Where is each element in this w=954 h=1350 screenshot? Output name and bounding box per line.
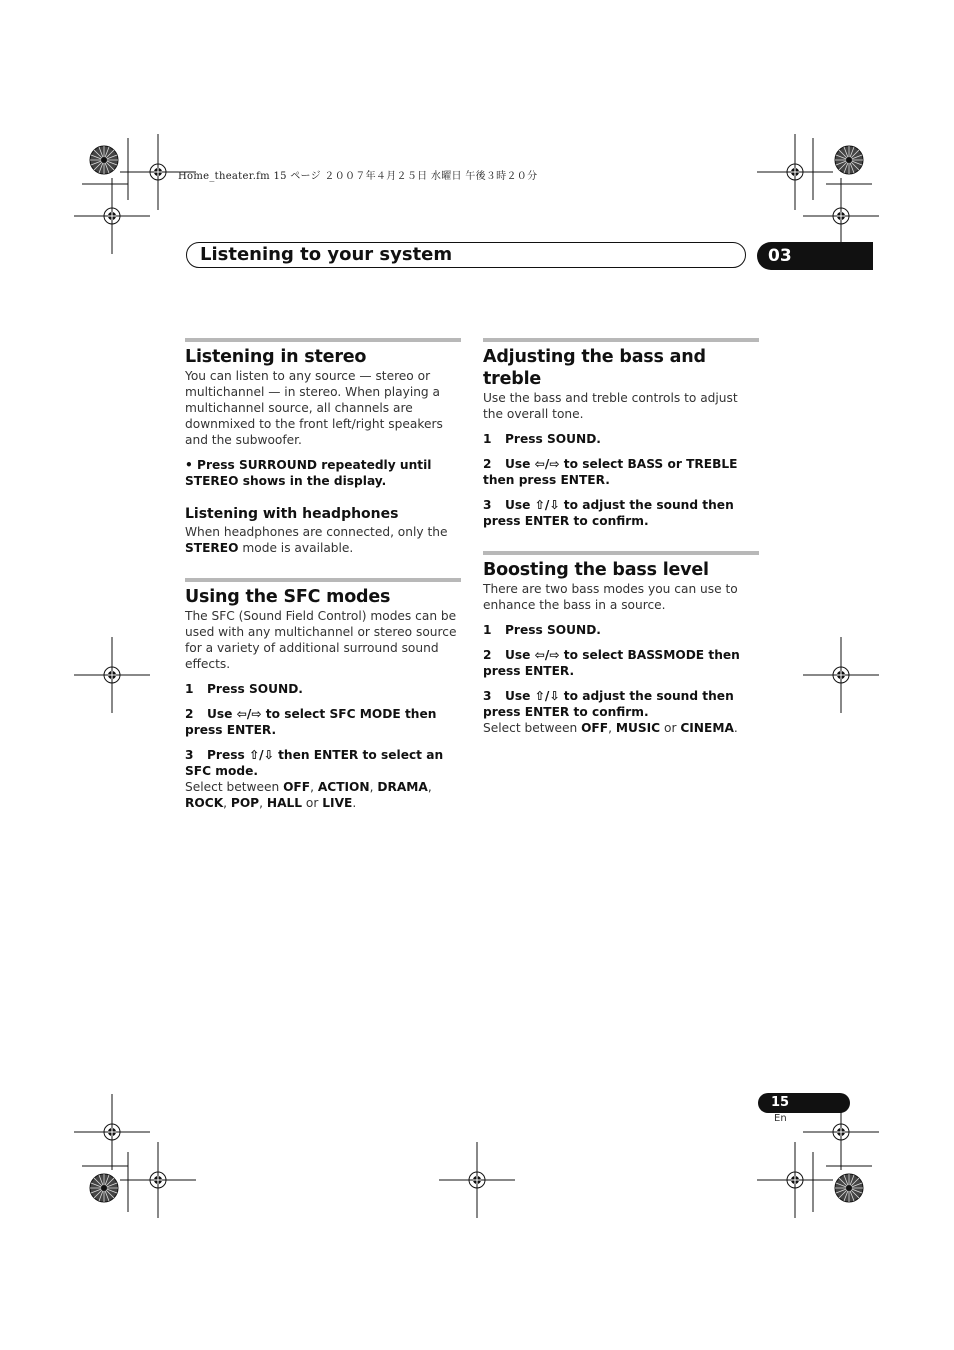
section-rule (185, 578, 461, 582)
headphones-text: When headphones are connected, only the STEREO mode is available. (185, 525, 448, 555)
page-number: 15 (771, 1095, 790, 1110)
section-title-bass-level: Boosting the bass level (483, 560, 709, 580)
right-column (483, 338, 759, 736)
bass-level-step-2: 2 Use ⇦/⇨ to select BASSMODE then press ENTER. (483, 648, 740, 678)
sfc-step-1: 1 Press SOUND. (185, 682, 303, 696)
bass-level-intro: There are two bass modes you can use to enhance the bass in a source. (483, 582, 738, 612)
sfc-intro: The SFC (Sound Field Control) modes can be used with any multichannel or stereo source for a variety of additional surround sound effects. (185, 609, 457, 671)
section-rule (483, 338, 759, 342)
sfc-step-2: 2 Use ⇦/⇨ to select SFC MODE then press ENTER. (185, 707, 437, 737)
stereo-intro: You can listen to any source — stereo or multichannel — in stereo. When playing a multichannel source, all channels are downmixed to the front left/right speakers and the subwoofer. (185, 369, 443, 447)
bass-level-step-3: 3 Use ⇧/⇩ to adjust the sound then press ENTER to confirm. (483, 689, 734, 719)
subsection-title-headphones: Listening with headphones (185, 506, 399, 522)
chapter-title: Listening to your system (200, 244, 453, 265)
section-title-stereo: Listening in stereo (185, 347, 367, 367)
bass-level-step-1: 1 Press SOUND. (483, 623, 601, 637)
bass-treble-step-3: 3 Use ⇧/⇩ to adjust the sound then press ENTER to confirm. (483, 498, 734, 528)
chapter-number: 03 (768, 246, 792, 266)
section-title-bass-treble: Adjusting the bass and treble (483, 347, 706, 389)
section-rule (483, 551, 759, 555)
bass-treble-step-1: 1 Press SOUND. (483, 432, 601, 446)
section-title-sfc: Using the SFC modes (185, 587, 391, 607)
file-slug: Home_theater.fm 15 ページ ２００７年４月２５日 水曜日 午後３時２０分 (178, 171, 538, 182)
section-rule (185, 338, 461, 342)
bass-treble-step-2: 2 Use ⇦/⇨ to select BASS or TREBLE then press ENTER. (483, 457, 738, 487)
sfc-step-3: 3 Press ⇧/⇩ then ENTER to select an SFC mode. (185, 748, 444, 778)
page-language: En (774, 1113, 787, 1124)
bass-level-options: Select between OFF, MUSIC or CINEMA. (483, 721, 738, 735)
bass-treble-intro: Use the bass and treble controls to adjust the overall tone. (483, 391, 738, 421)
left-column (185, 338, 461, 811)
stereo-bullet: • Press SURROUND repeatedly until STEREO shows in the display. (185, 458, 432, 488)
sfc-options: Select between OFF, ACTION, DRAMA, ROCK, POP, HALL or LIVE. (185, 780, 432, 810)
